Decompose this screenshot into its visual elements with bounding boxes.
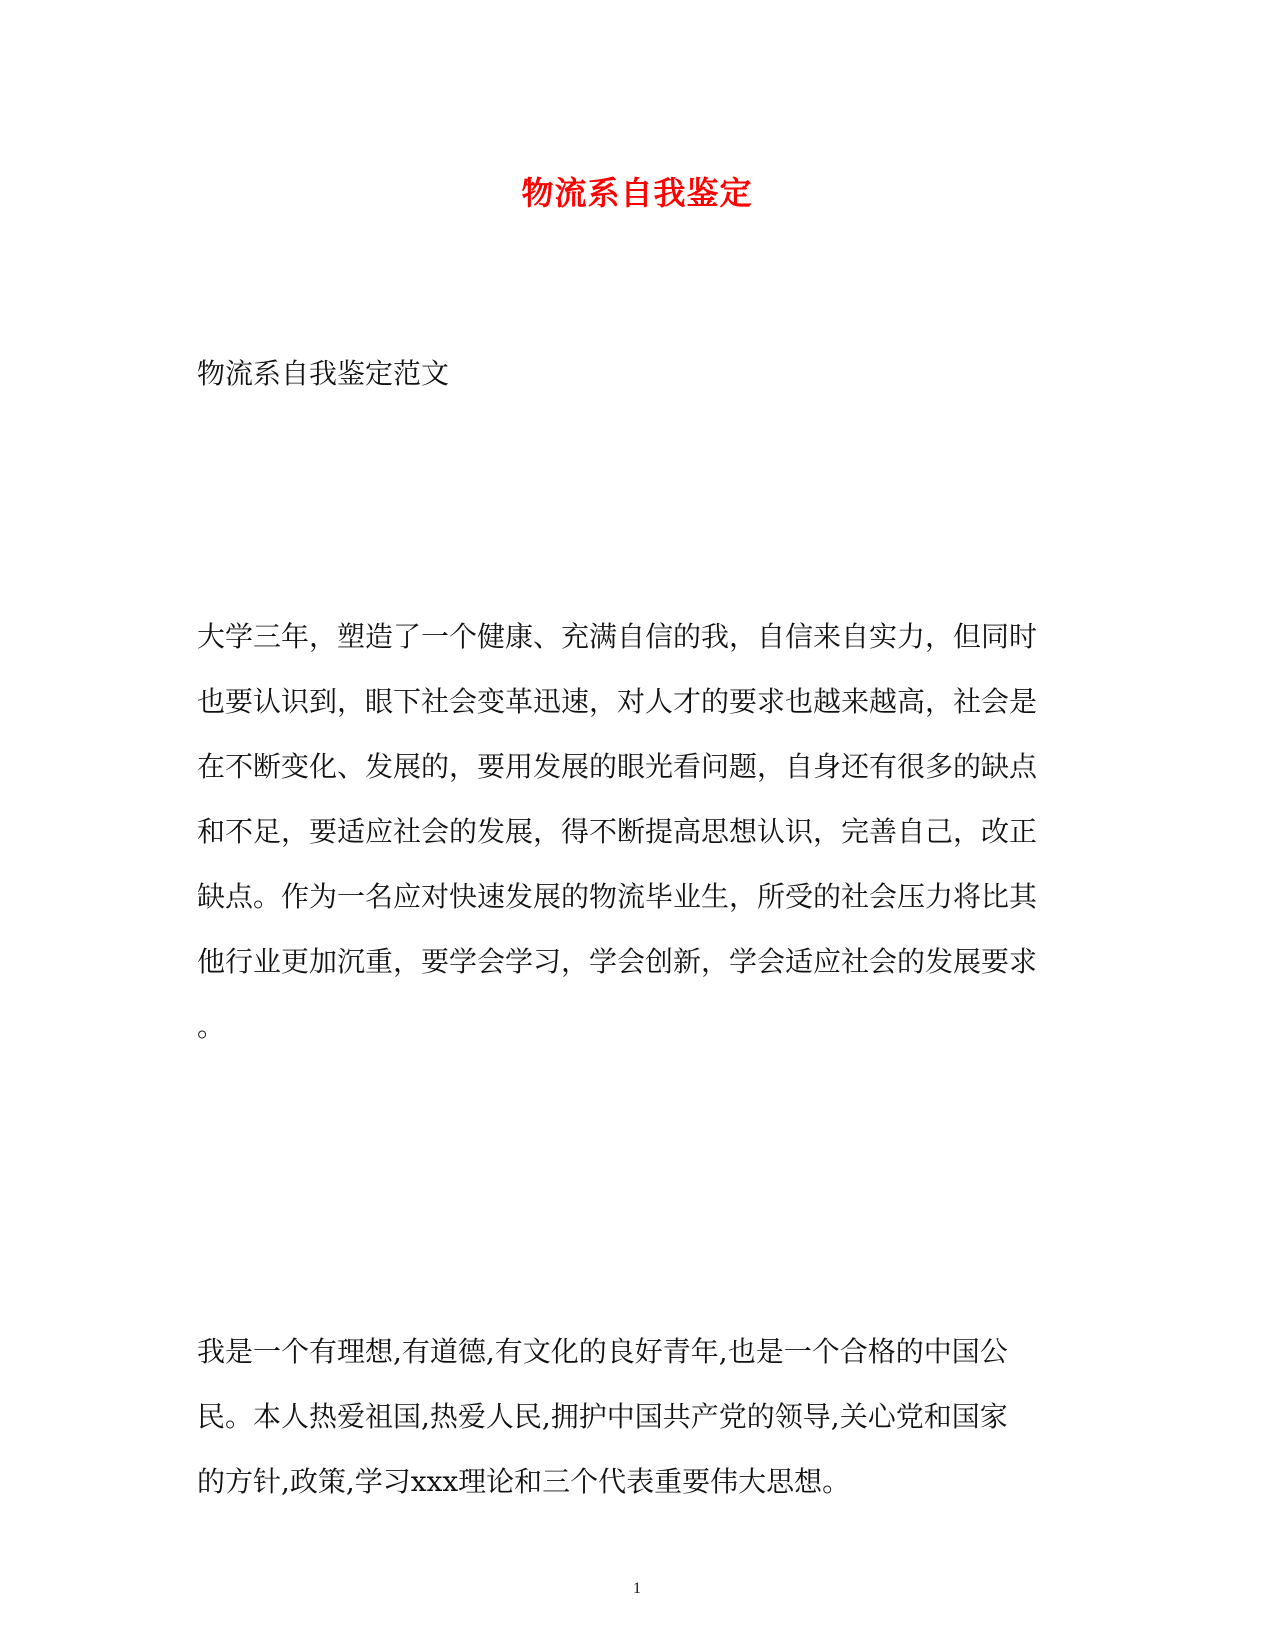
paragraph-line: 在不断变化、发展的，要用发展的眼光看问题，自身还有很多的缺点 <box>197 750 1038 783</box>
paragraph-1 <box>197 604 1079 1059</box>
paragraph-line: 大学三年，塑造了一个健康、充满自信的我，自信来自实力，但同时 <box>197 620 1038 653</box>
paragraph-line: 缺点。作为一名应对快速发展的物流毕业生，所受的社会压力将比其 <box>197 880 1038 913</box>
paragraph-line: 民。本人热爱祖国,热爱人民,拥护中国共产党的领导,关心党和国家 <box>197 1400 1008 1433</box>
paragraph-2 <box>197 1319 1079 1514</box>
paragraph-line: 我是一个有理想,有道德,有文化的良好青年,也是一个合格的中国公 <box>197 1335 1008 1368</box>
page-number: 1 <box>633 1580 641 1597</box>
paragraph-line: 的方针,政策,学习xxx理论和三个代表重要伟大思想。 <box>197 1465 851 1498</box>
document-subtitle: 物流系自我鉴定范文 <box>197 357 450 390</box>
paragraph-line: 他行业更加沉重，要学会学习，学会创新，学会适应社会的发展要求 <box>197 945 1038 978</box>
document-title: 物流系自我鉴定 <box>521 174 753 212</box>
paragraph-line: 也要认识到，眼下社会变革迅速，对人才的要求也越来越高，社会是 <box>197 685 1038 718</box>
paragraph-line: 和不足，要适应社会的发展，得不断提高思想认识，完善自己，改正 <box>197 815 1038 848</box>
paragraph-line: 。 <box>197 1010 226 1043</box>
